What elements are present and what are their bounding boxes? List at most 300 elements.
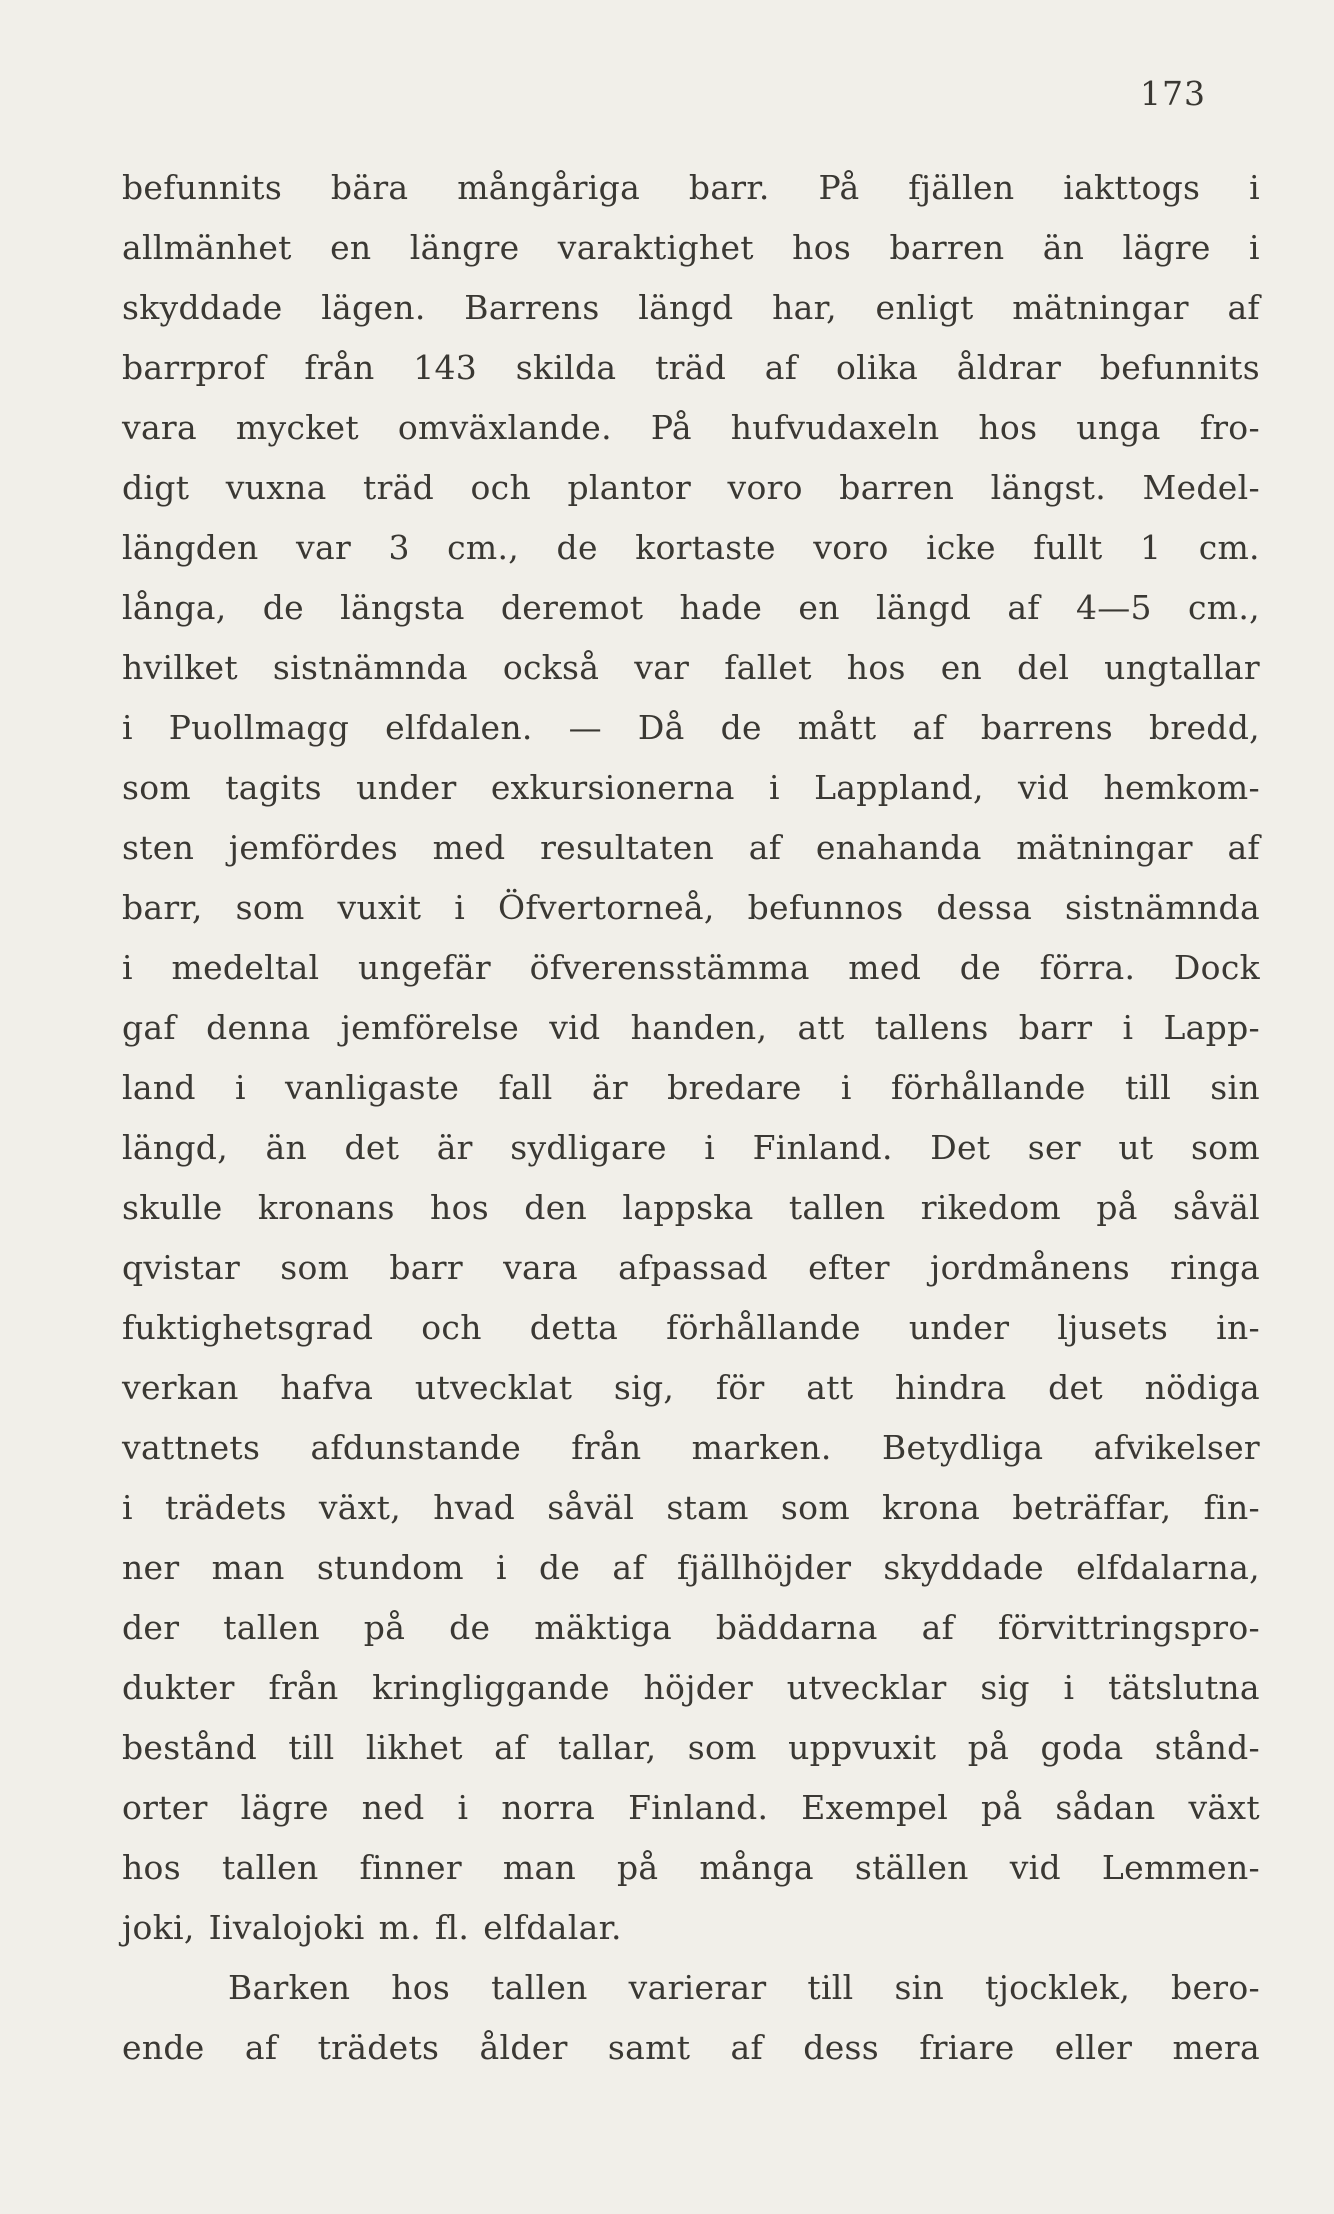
word: en [798, 588, 840, 627]
word: uppvuxit [788, 1728, 937, 1767]
word: förra. [1039, 948, 1136, 987]
word: icke [926, 528, 996, 567]
word: samt [607, 2028, 691, 2067]
word: längd [638, 288, 734, 327]
word: af [612, 1548, 645, 1587]
word: norra [501, 1788, 596, 1827]
word: som [280, 1248, 350, 1287]
word: elfdalarna, [1076, 1548, 1260, 1587]
word: land [122, 1068, 196, 1107]
word: i [122, 948, 133, 987]
word: till [1124, 1068, 1172, 1107]
word: på [363, 1608, 406, 1647]
text-line [122, 338, 1260, 398]
word: — [568, 708, 602, 747]
word: ringa [1170, 1248, 1260, 1287]
word: längd, [122, 1128, 229, 1167]
word: elfdalar. [483, 1908, 622, 1947]
word: Lemmen- [1101, 1848, 1260, 1887]
word: ljusets [1057, 1308, 1169, 1347]
word: afvikelser [1093, 1428, 1260, 1467]
text-line [122, 1958, 1260, 2018]
word: exkursionerna [490, 768, 735, 807]
word: skilda [515, 348, 617, 387]
word: Barken [228, 1968, 351, 2007]
word: hos [122, 1848, 181, 1887]
word: hvad [433, 1488, 516, 1527]
text-line [122, 158, 1260, 218]
word: 1 [1139, 528, 1162, 567]
word: sistnämnda [272, 648, 468, 687]
word: cm., [447, 528, 520, 567]
text-line [122, 578, 1260, 638]
word: höjder [643, 1668, 754, 1707]
word: fl. [435, 1908, 470, 1947]
word: krona [882, 1488, 981, 1527]
word: var [634, 648, 690, 687]
word: träd [363, 468, 435, 507]
word: längd [875, 588, 972, 627]
word: och [421, 1308, 482, 1347]
word: medeltal [171, 948, 320, 987]
text-line [122, 1178, 1260, 1238]
word: elfdalen. [385, 708, 533, 747]
word: Puollmagg [168, 708, 350, 747]
word: i [122, 708, 133, 747]
word: bero- [1171, 1968, 1260, 2007]
word: vuxna [225, 468, 327, 507]
word: af [730, 2028, 764, 2067]
word: fjällhöjder [676, 1548, 852, 1587]
word: af [912, 708, 945, 747]
word: i [496, 1548, 507, 1587]
word: jemfördes [228, 828, 398, 867]
word: Lapp- [1163, 1008, 1260, 1047]
word: barrens [980, 708, 1114, 747]
word: eller [1054, 2028, 1133, 2067]
word: lappska [622, 1188, 754, 1227]
word: skyddade [883, 1548, 1044, 1587]
word: en [330, 228, 372, 267]
word: de [556, 528, 598, 567]
word: jemförelse [340, 1008, 520, 1047]
word: barren [839, 468, 955, 507]
word: dukter [122, 1668, 235, 1707]
text-line [122, 758, 1260, 818]
word: den [524, 1188, 588, 1227]
text-line [122, 998, 1260, 1058]
word: nödiga [1144, 1368, 1260, 1407]
word: att [797, 1008, 845, 1047]
word: rikedom [920, 1188, 1062, 1227]
word: under [908, 1308, 1010, 1347]
word: deremot [500, 588, 644, 627]
word: Dock [1173, 948, 1260, 987]
word: från [268, 1668, 339, 1707]
word: i [1249, 168, 1260, 207]
word: längst. [990, 468, 1107, 507]
word: bredare [667, 1068, 802, 1107]
word: i [235, 1068, 246, 1107]
word: än [1042, 228, 1085, 267]
word: bredd, [1148, 708, 1260, 747]
word: fall [498, 1068, 553, 1107]
word: växt, [318, 1488, 402, 1527]
text-line [122, 1118, 1260, 1178]
word: som [122, 768, 191, 807]
word: hos [430, 1188, 490, 1227]
word: befunnos [747, 888, 904, 927]
word: vid [1017, 768, 1070, 807]
word: förvittringspro- [998, 1608, 1260, 1647]
text-line [122, 2018, 1260, 2078]
word: friare [919, 2028, 1015, 2067]
text-line [122, 1718, 1260, 1778]
body-text [122, 158, 1260, 2078]
word: tallen [221, 1848, 319, 1887]
word: sig, [613, 1368, 675, 1407]
word: tallen [223, 1608, 320, 1647]
word: af [1227, 828, 1260, 867]
text-line [122, 218, 1260, 278]
word: digt [122, 468, 190, 507]
word: olika [835, 348, 919, 387]
word: är [436, 1128, 473, 1167]
word: dess [803, 2028, 879, 2067]
word: stam [666, 1488, 749, 1527]
word: der [122, 1608, 180, 1647]
word: sten [122, 828, 195, 867]
word: mäktiga [534, 1608, 672, 1647]
word: sin [894, 1968, 945, 2007]
text-line [122, 878, 1260, 938]
word: fullt [1033, 528, 1103, 567]
word: såväl [1173, 1188, 1260, 1227]
word: skyddade [122, 288, 283, 327]
word: voro [813, 528, 889, 567]
word: orter [122, 1788, 208, 1827]
word: fuktighetsgrad [122, 1308, 374, 1347]
word: enahanda [815, 828, 982, 867]
word: som [1190, 1128, 1260, 1167]
word: på [617, 1848, 659, 1887]
word: fro- [1199, 408, 1260, 447]
word: 143 [413, 348, 478, 387]
word: Iivalojoki [208, 1908, 365, 1947]
text-line [122, 518, 1260, 578]
text-line [122, 1838, 1260, 1898]
word: sistnämnda [1064, 888, 1260, 927]
word: plantor [567, 468, 692, 507]
word: för [715, 1368, 765, 1407]
word: likhet [365, 1728, 463, 1767]
word: i [840, 1068, 852, 1107]
word: 4—5 [1075, 588, 1152, 627]
text-line [122, 938, 1260, 998]
word: Exempel [801, 1788, 949, 1827]
word: som [780, 1488, 850, 1527]
word: i [1122, 1008, 1134, 1047]
word: barren [889, 228, 1005, 267]
word: i [1063, 1668, 1075, 1707]
word: af [764, 348, 798, 387]
word: Lappland, [814, 768, 984, 807]
text-line [122, 1478, 1260, 1538]
word: Öfvertorneå, [498, 888, 715, 927]
word: mycket [235, 408, 359, 447]
word: ställen [854, 1848, 969, 1887]
word: vara [503, 1248, 579, 1287]
word: ned [361, 1788, 425, 1827]
word: barrprof [122, 348, 266, 387]
word: befunnits [122, 168, 283, 207]
word: bära [330, 168, 409, 207]
word: hafva [280, 1368, 374, 1407]
word: barr, [122, 888, 203, 927]
word: längden [122, 528, 259, 567]
word: kortaste [635, 528, 776, 567]
word: ser [1027, 1128, 1081, 1167]
word: af [748, 828, 782, 867]
word: lägen. [321, 288, 426, 327]
word: de [449, 1608, 491, 1647]
word: af [921, 1608, 955, 1647]
text-line [122, 1898, 1260, 1958]
word: det [1048, 1368, 1103, 1407]
word: unga [1076, 408, 1161, 447]
word: trädets [317, 2028, 440, 2067]
text-line [122, 1418, 1260, 1478]
word: Det [930, 1128, 991, 1167]
word: gaf [122, 1008, 176, 1047]
word: ålder [479, 2028, 568, 2067]
word: dessa [936, 888, 1033, 927]
word: iakttogs [1063, 168, 1201, 207]
word: goda [1040, 1728, 1124, 1767]
word: på [981, 1788, 1023, 1827]
word: på [1096, 1188, 1138, 1227]
word: hos [792, 228, 852, 267]
word: verkan [122, 1368, 239, 1407]
word: kronans [257, 1188, 395, 1227]
word: de [538, 1548, 581, 1587]
word: har, [772, 288, 837, 327]
word: i [122, 1488, 133, 1527]
word: På [818, 168, 860, 207]
word: i [457, 1788, 469, 1827]
word: är [591, 1068, 628, 1107]
word: ner [122, 1548, 180, 1587]
word: såväl [547, 1488, 635, 1527]
word: af [244, 2028, 278, 2067]
text-line [122, 398, 1260, 458]
word: befunnits [1099, 348, 1260, 387]
word: allmänhet [122, 228, 292, 267]
word: af [1007, 588, 1040, 627]
word: stundom [316, 1548, 464, 1587]
word: bestånd [122, 1728, 258, 1767]
text-line [122, 818, 1260, 878]
word: som [235, 888, 305, 927]
text-line [122, 1778, 1260, 1838]
word: mätningar [1016, 828, 1193, 867]
word: bäddarna [715, 1608, 878, 1647]
word: joki, [122, 1908, 195, 1947]
word: det [344, 1128, 400, 1167]
word: åldrar [956, 348, 1062, 387]
text-line [122, 638, 1260, 698]
word: Då [637, 708, 685, 747]
word: varierar [628, 1968, 767, 2007]
text-line [122, 1058, 1260, 1118]
word: detta [529, 1308, 619, 1347]
word: en [940, 648, 983, 687]
word: tallens [874, 1008, 989, 1047]
word: träd [655, 348, 727, 387]
word: tallar, [557, 1728, 657, 1767]
word: i [768, 768, 780, 807]
word: som [687, 1728, 757, 1767]
word: enligt [875, 288, 974, 327]
word: vattnets [122, 1428, 261, 1467]
text-line [122, 1598, 1260, 1658]
word: hvilket [122, 648, 238, 687]
word: utvecklat [414, 1368, 573, 1407]
word: På [650, 408, 692, 447]
word: afdunstande [310, 1428, 522, 1467]
text-line [122, 1298, 1260, 1358]
word: från [571, 1428, 642, 1467]
word: mätningar [1012, 288, 1189, 327]
word: fallet [724, 648, 812, 687]
word: afpassad [618, 1248, 768, 1287]
text-line [122, 1658, 1260, 1718]
word: mera [1172, 2028, 1260, 2067]
word: qvistar [122, 1248, 241, 1287]
word: in- [1216, 1308, 1260, 1347]
word: Betydliga [881, 1428, 1044, 1467]
word: från [304, 348, 375, 387]
word: Finland. [752, 1128, 893, 1167]
word: lägre [1122, 228, 1211, 267]
word: hindra [895, 1368, 1007, 1407]
word: kringliggande [372, 1668, 610, 1707]
word: Medel- [1142, 468, 1260, 507]
word: handen, [630, 1008, 768, 1047]
word: vid [549, 1008, 601, 1047]
word: 3 [388, 528, 410, 567]
word: i [454, 888, 466, 927]
word: växt [1188, 1788, 1260, 1827]
word: och [470, 468, 532, 507]
word: också [502, 648, 600, 687]
word: var [296, 528, 352, 567]
text-line [122, 1538, 1260, 1598]
word: ungefär [358, 948, 491, 987]
word: hemkom- [1103, 768, 1260, 807]
word: med [432, 828, 506, 867]
word: vuxit [337, 888, 422, 927]
word: hade [679, 588, 763, 627]
word: cm., [1188, 588, 1260, 627]
word: fjällen [908, 168, 1015, 207]
word: tätslutna [1108, 1668, 1260, 1707]
word: del [1017, 648, 1070, 687]
word: mått [797, 708, 877, 747]
word: förhållande [890, 1068, 1086, 1107]
word: Barrens [464, 288, 600, 327]
word: barr. [688, 168, 770, 207]
word: Finland. [628, 1788, 769, 1827]
word: i [704, 1128, 716, 1167]
word: sådan [1055, 1788, 1156, 1827]
word: mångåriga [457, 168, 641, 207]
word: hos [978, 408, 1038, 447]
word: man [211, 1548, 285, 1587]
word: hos [846, 648, 906, 687]
word: än [265, 1128, 307, 1167]
word: långa, [122, 588, 227, 627]
word: med [848, 948, 922, 987]
word: resultaten [540, 828, 715, 867]
word: barr [389, 1248, 463, 1287]
word: utvecklar [786, 1668, 947, 1707]
word: hufvudaxeln [730, 408, 940, 447]
word: omväxlande. [397, 408, 612, 447]
word: under [356, 768, 457, 807]
word: efter [808, 1248, 890, 1287]
word: lägre [240, 1788, 329, 1827]
word: många [699, 1848, 814, 1887]
word: de [262, 588, 304, 627]
text-line [122, 1358, 1260, 1418]
word: till [288, 1728, 335, 1767]
word: vara [122, 408, 197, 447]
word: skulle [122, 1188, 223, 1227]
word: längsta [340, 588, 465, 627]
word: tagits [225, 768, 322, 807]
word: i [1249, 228, 1260, 267]
word: af [1227, 288, 1260, 327]
word: tallen [491, 1968, 588, 2007]
word: de [720, 708, 762, 747]
text-line [122, 278, 1260, 338]
word: tallen [788, 1188, 886, 1227]
word: varaktighet [557, 228, 754, 267]
word: voro [727, 468, 803, 507]
word: till [807, 1968, 854, 2007]
word: ungtallar [1104, 648, 1260, 687]
word: trädets [165, 1488, 287, 1527]
word: marken. [691, 1428, 832, 1467]
word: att [806, 1368, 854, 1407]
word: m. [378, 1908, 422, 1947]
word: ende [122, 2028, 205, 2067]
word: på [967, 1728, 1010, 1767]
word: fin- [1203, 1488, 1260, 1527]
word: vid [1009, 1848, 1061, 1887]
text-line [122, 698, 1260, 758]
text-line [122, 458, 1260, 518]
word: man [502, 1848, 577, 1887]
word: denna [206, 1008, 311, 1047]
word: vanligaste [285, 1068, 460, 1107]
word: beträffar, [1012, 1488, 1172, 1527]
word: sig [980, 1668, 1030, 1707]
word: hos [391, 1968, 451, 2007]
word: sydligare [510, 1128, 667, 1167]
word: öfverensstämma [529, 948, 810, 987]
